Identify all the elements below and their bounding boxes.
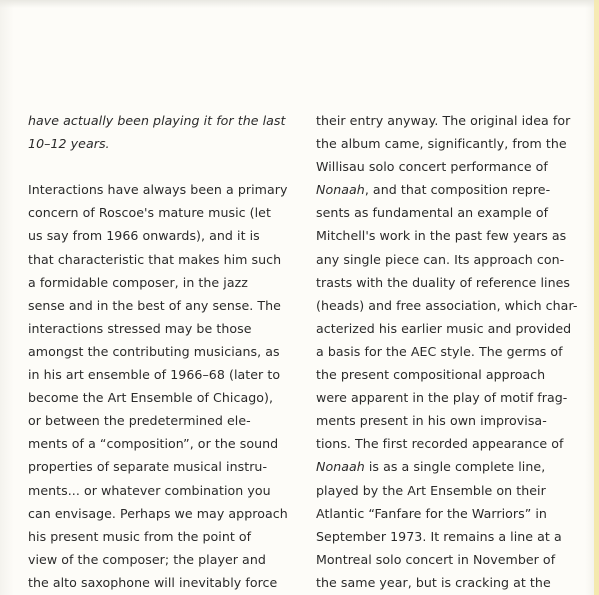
paragraph-line: the same year, but is cracking at the xyxy=(316,574,551,590)
paragraph-line: acterized his earlier music and provided xyxy=(316,320,572,336)
paragraph-line: sents as fundamental an example of xyxy=(316,205,549,221)
paragraph-line: properties of separate musical instru- xyxy=(28,459,268,475)
paragraph-line: that characteristic that makes him such xyxy=(28,251,282,267)
paragraph-line: ments of a “composition”, or the sound xyxy=(28,436,279,452)
page-top-shadow xyxy=(0,0,599,8)
paragraph-line: Mitchell's work in the past few years as xyxy=(316,228,567,244)
paragraph-line: September 1973. It remains a line at a xyxy=(316,528,562,544)
intro-line: have actually been playing it for the last xyxy=(28,113,286,128)
work-title: Nonaah xyxy=(316,182,365,198)
paragraph-line: tions. The first recorded appearance of xyxy=(316,436,564,452)
paragraph-line: their entry anyway. The original idea for xyxy=(316,113,571,128)
paragraph-line: interactions stressed may be those xyxy=(28,320,252,336)
paragraph-line: a formidable composer, in the jazz xyxy=(28,274,248,290)
line-text: , and that composition repre- xyxy=(364,182,551,198)
paragraph-line: view of the composer; the player and xyxy=(28,551,266,567)
paragraph-line: Willisau solo concert performance of xyxy=(316,159,548,175)
paragraph-line: played by the Art Ensemble on their xyxy=(316,482,546,498)
paragraph-line: become the Art Ensemble of Chicago), xyxy=(28,390,274,406)
paragraph-line xyxy=(316,178,584,201)
left-text-column xyxy=(28,109,296,594)
paragraph-line: Montreal solo concert in November of xyxy=(316,551,556,567)
intro-line: 10–12 years. xyxy=(28,136,110,152)
paragraph-line xyxy=(316,455,584,478)
right-text-column xyxy=(316,109,584,594)
paragraph-break xyxy=(28,155,296,178)
paragraph-line: can envisage. Perhaps we may approach xyxy=(28,505,288,521)
paragraph-line: concern of Roscoe's mature music (let xyxy=(28,205,271,221)
paragraph-line: the alto saxophone will inevitably force xyxy=(28,574,278,590)
work-title: Nonaah xyxy=(316,459,365,475)
paragraph-line: or between the predetermined ele- xyxy=(28,413,251,429)
paragraph-line: sense and in the best of any sense. The xyxy=(28,297,281,313)
paragraph-line: were apparent in the play of motif frag- xyxy=(316,390,568,406)
paragraph-line: amongst the contributing musicians, as xyxy=(28,343,280,359)
paragraph-line: his present music from the point of xyxy=(28,528,252,544)
page-right-edge xyxy=(594,0,599,595)
paragraph-line: ments present in his own improvisa- xyxy=(316,413,547,429)
paragraph-line: (heads) and free association, which char- xyxy=(316,297,578,313)
paragraph-line: ments... or whatever combination you xyxy=(28,482,271,498)
paragraph-line: any single piece can. Its approach con- xyxy=(316,251,565,267)
paragraph-line: the album came, significantly, from the xyxy=(316,136,567,152)
paragraph-line: the present compositional approach xyxy=(316,367,546,383)
paragraph-line: in his art ensemble of 1966–68 (later to xyxy=(28,367,281,383)
paragraph-line: Interactions have always been a primary xyxy=(28,182,288,198)
paragraph-line: Atlantic “Fanfare for the Warriors” in xyxy=(316,505,547,521)
paragraph-line: trasts with the duality of reference lines xyxy=(316,274,571,290)
paragraph-line: us say from 1966 onwards), and it is xyxy=(28,228,260,244)
line-text: is as a single complete line, xyxy=(364,459,546,475)
paragraph-line: a basis for the AEC style. The germs of xyxy=(316,343,563,359)
